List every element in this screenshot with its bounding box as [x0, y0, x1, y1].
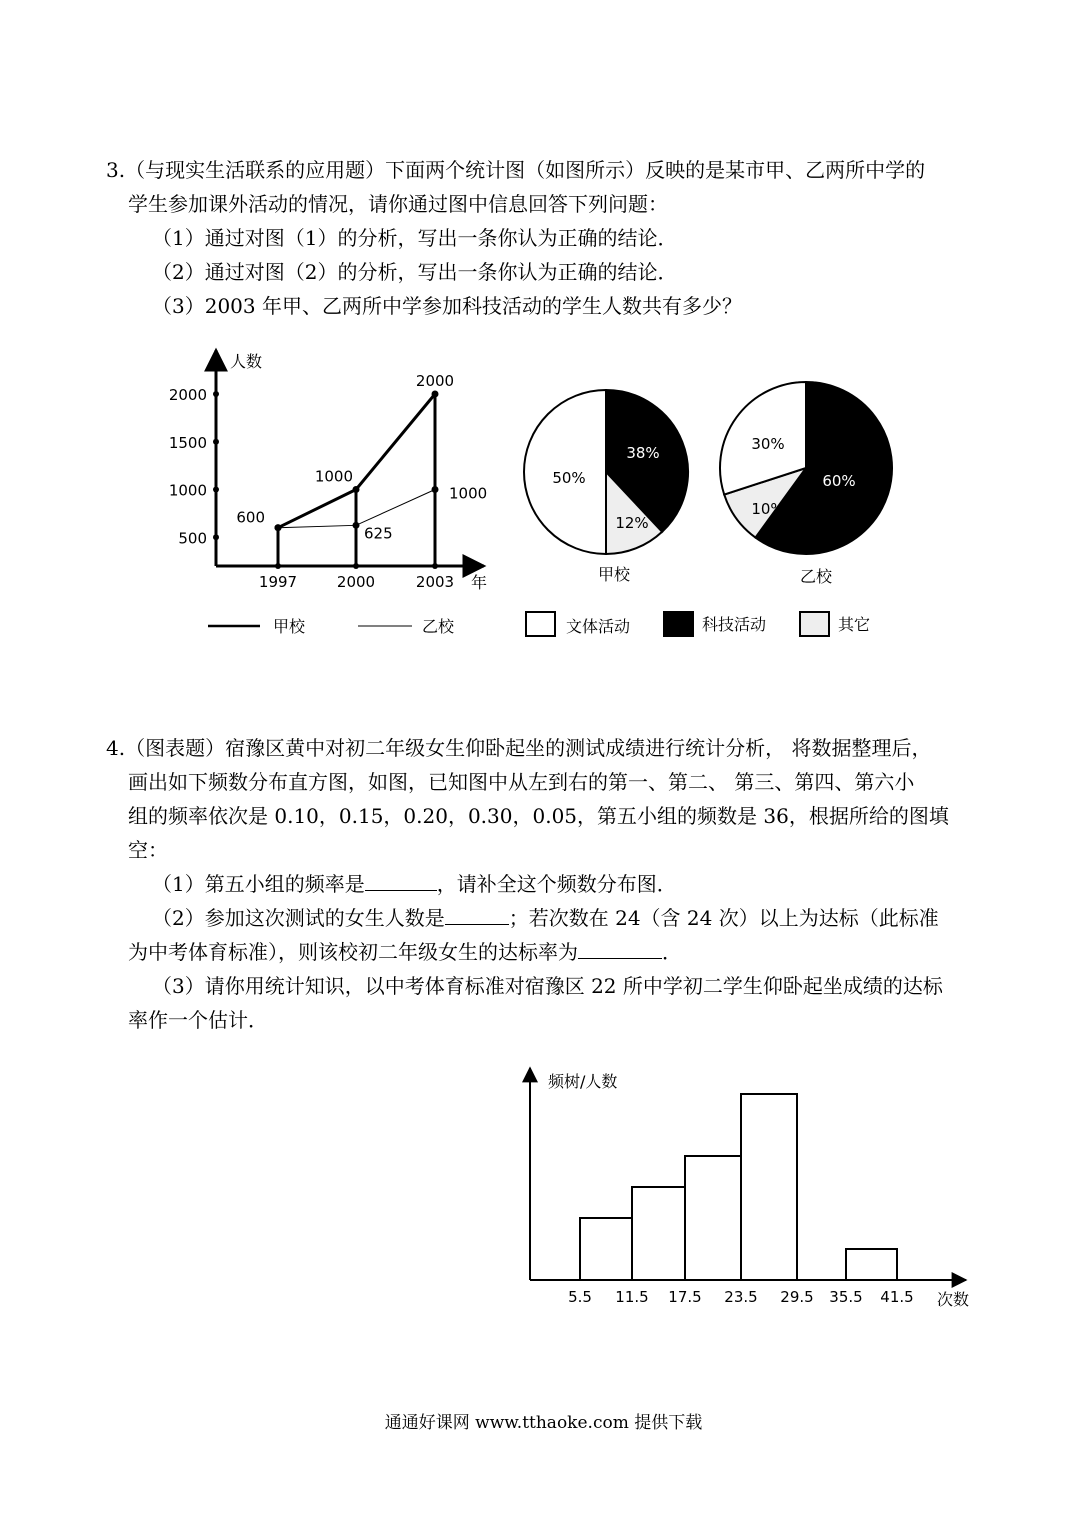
hist-ylabel: 频树/人数 — [548, 1072, 618, 1091]
answer-blank-frequency[interactable] — [365, 872, 437, 891]
histogram-tick-label: 41.5 — [880, 1288, 914, 1306]
pie-a-caption: 甲校 — [598, 565, 631, 584]
q4-sub-2-text-a: （2）参加这次测试的女生人数是 — [152, 906, 445, 930]
line-point — [275, 524, 282, 531]
line-legend — [208, 617, 455, 636]
histogram-tick-label: 29.5 — [780, 1288, 814, 1306]
q4-line-1: 4.（图表题）宿豫区黄中对初二年级女生仰卧起坐的测试成绩进行统计分析， 将数据整理后， — [106, 736, 932, 760]
histogram-bar — [741, 1094, 797, 1280]
line-ytick-dot — [213, 487, 219, 493]
line-ytick-label: 1500 — [168, 433, 207, 452]
q4-sub-2-text-d: ． — [662, 940, 682, 964]
legend-qita-label: 其它 — [838, 615, 871, 634]
pie-slice-label: 10% — [751, 500, 785, 518]
page-footer: 通通好课网 www.tthaoke.com 提供下载 — [384, 1413, 703, 1433]
legend-jia-label: 甲校 — [273, 617, 306, 636]
q3-sub-1: （1）通过对图（1）的分析，写出一条你认为正确的结论． — [152, 226, 678, 250]
q3-line-1: 3.（与现实生活联系的应用题）下面两个统计图（如图所示）反映的是某市甲、乙两所中学的 — [106, 158, 926, 182]
legend-wenti-label: 文体活动 — [566, 617, 631, 636]
line-ytick-label: 1000 — [168, 481, 207, 500]
line-ytick-label: 2000 — [168, 386, 207, 404]
histogram-tick-label: 17.5 — [668, 1288, 702, 1306]
line-data-label: 1000 — [449, 484, 488, 503]
pie-legend — [526, 612, 870, 636]
line-data-label: 625 — [364, 524, 393, 543]
pie-b-caption: 乙校 — [800, 567, 833, 586]
line-ytick-dot — [213, 534, 219, 540]
legend-keji-label: 科技活动 — [702, 615, 767, 634]
q4-sub-3-cont: 率作一个估计． — [128, 1008, 268, 1032]
line-point — [432, 391, 439, 398]
q4-line-4: 空： — [128, 838, 168, 862]
pie-chart-jia — [524, 390, 688, 554]
pie-slice-label: 50% — [552, 469, 586, 487]
line-point — [353, 486, 360, 493]
pie-slice-label: 30% — [751, 435, 785, 453]
legend-swatch-wenti — [526, 612, 555, 636]
histogram-bar — [846, 1249, 897, 1280]
histogram-tick-label: 5.5 — [568, 1288, 592, 1306]
answer-blank-count[interactable] — [445, 906, 509, 925]
pie-slice-label: 60% — [822, 472, 856, 490]
histogram-bar — [632, 1187, 685, 1280]
histogram-tick-label: 23.5 — [724, 1288, 758, 1306]
line-ytick-label: 500 — [178, 529, 207, 548]
q4-sub-1-text-a: （1）第五小组的频率是 — [152, 872, 365, 896]
line-xtick-label: 2003 — [415, 573, 455, 591]
legend-swatch-qita — [800, 612, 829, 636]
histogram-tick-label: 35.5 — [829, 1288, 863, 1306]
q3-sub-3: （3）2003 年甲、乙两所中学参加科技活动的学生人数共有多少？ — [152, 294, 742, 318]
line-xtick-label: 1997 — [258, 573, 298, 591]
line-point — [353, 522, 360, 529]
histogram-bar — [685, 1156, 741, 1280]
pie-slice-label: 12% — [615, 514, 649, 532]
line-data-label: 600 — [236, 508, 265, 527]
line-ylabel: 人数 — [230, 352, 263, 371]
q4-sub-1-text-b: ，请补全这个频数分布图． — [436, 872, 677, 896]
q4-sub-2-text-b: ；若次数在 24（含 24 次）以上为达标（此标准 — [508, 906, 939, 930]
line-data-label: 2000 — [415, 372, 455, 390]
legend-yi-label: 乙校 — [422, 617, 455, 636]
line-ytick-dot — [213, 391, 219, 397]
histogram-bar — [580, 1218, 632, 1280]
q4-line-2: 画出如下频数分布直方图，如图，已知图中从左到右的第一、第二、 第三、第四、第六小 — [128, 770, 915, 794]
line-point — [432, 486, 439, 493]
histogram — [530, 1068, 969, 1309]
q4-line-3: 组的频率依次是 0.10，0.15，0.20，0.30，0.05，第五小组的频数是 36，根据所给的图填 — [128, 804, 949, 828]
q4-sub-2 — [152, 906, 939, 930]
q4-sub-1 — [152, 872, 677, 896]
q3-line-2: 学生参加课外活动的情况，请你通过图中信息回答下列问题： — [128, 192, 668, 216]
hist-xlabel: 次数 — [937, 1290, 970, 1309]
legend-swatch-keji — [664, 612, 693, 636]
answer-blank-rate[interactable] — [578, 940, 662, 959]
pie-slice-label: 38% — [626, 444, 660, 462]
line-chart — [169, 350, 487, 592]
line-xtick-label: 2000 — [336, 573, 376, 591]
q3-sub-2: （2）通过对图（2）的分析，写出一条你认为正确的结论． — [152, 260, 678, 284]
q4-sub-2-cont — [128, 940, 682, 964]
histogram-tick-label: 11.5 — [615, 1288, 649, 1306]
line-xlabel: 年 — [471, 573, 488, 592]
q4-sub-3: （3）请你用统计知识，以中考体育标准对宿豫区 22 所中学初二学生仰卧起坐成绩的达标 — [152, 974, 943, 998]
pie-chart-yi — [720, 382, 892, 554]
q4-sub-2-text-c: 为中考体育标准），则该校初二年级女生的达标率为 — [128, 940, 578, 964]
line-ytick-dot — [213, 439, 219, 445]
line-data-label: 1000 — [314, 467, 353, 486]
